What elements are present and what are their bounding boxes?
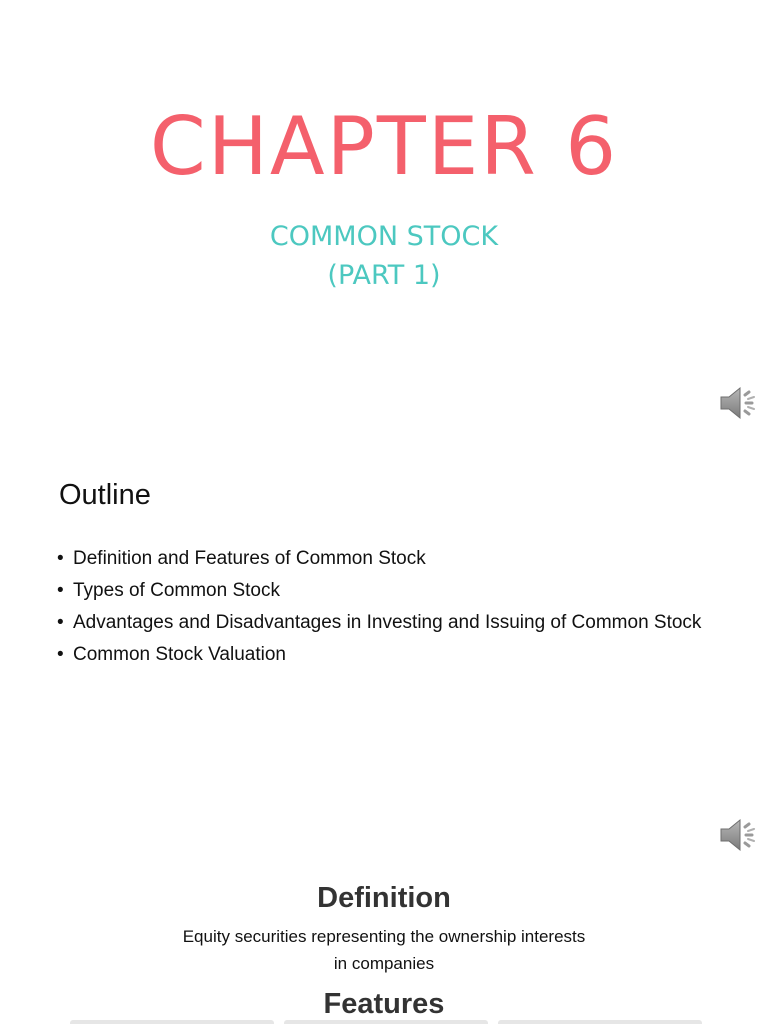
speaker-icon[interactable] xyxy=(718,815,760,855)
bullet-icon: • xyxy=(57,580,64,601)
definition-text xyxy=(0,923,768,977)
bullet-icon: • xyxy=(57,612,64,633)
list-item: • Types of Common Stock xyxy=(57,580,280,601)
definition-heading: Definition xyxy=(317,882,451,914)
list-item: • Definition and Features of Common Stock xyxy=(57,548,426,569)
bullet-icon: • xyxy=(57,548,64,569)
title-slide xyxy=(0,0,768,450)
outline-slide xyxy=(0,455,768,875)
list-item: • Advantages and Disadvantages in Investing and Issuing of Common Stock xyxy=(57,612,702,633)
speaker-icon[interactable] xyxy=(718,383,760,423)
bullet-icon: • xyxy=(57,644,64,665)
feature-card xyxy=(70,1020,274,1024)
definition-line-1: Equity securities representing the ownership interests xyxy=(182,927,586,946)
outline-list xyxy=(57,547,707,675)
features-heading: Features xyxy=(323,988,445,1020)
definition-slide xyxy=(0,860,768,1024)
definition-line-2: in companies xyxy=(333,954,435,973)
feature-card xyxy=(498,1020,702,1024)
subtitle-line-1: COMMON STOCK xyxy=(269,221,499,252)
subtitle-line-2: (PART 1) xyxy=(327,260,441,291)
list-item: • Common Stock Valuation xyxy=(57,644,286,665)
outline-heading: Outline xyxy=(59,479,151,511)
feature-card xyxy=(284,1020,488,1024)
chapter-title: CHAPTER 6 xyxy=(149,100,619,193)
